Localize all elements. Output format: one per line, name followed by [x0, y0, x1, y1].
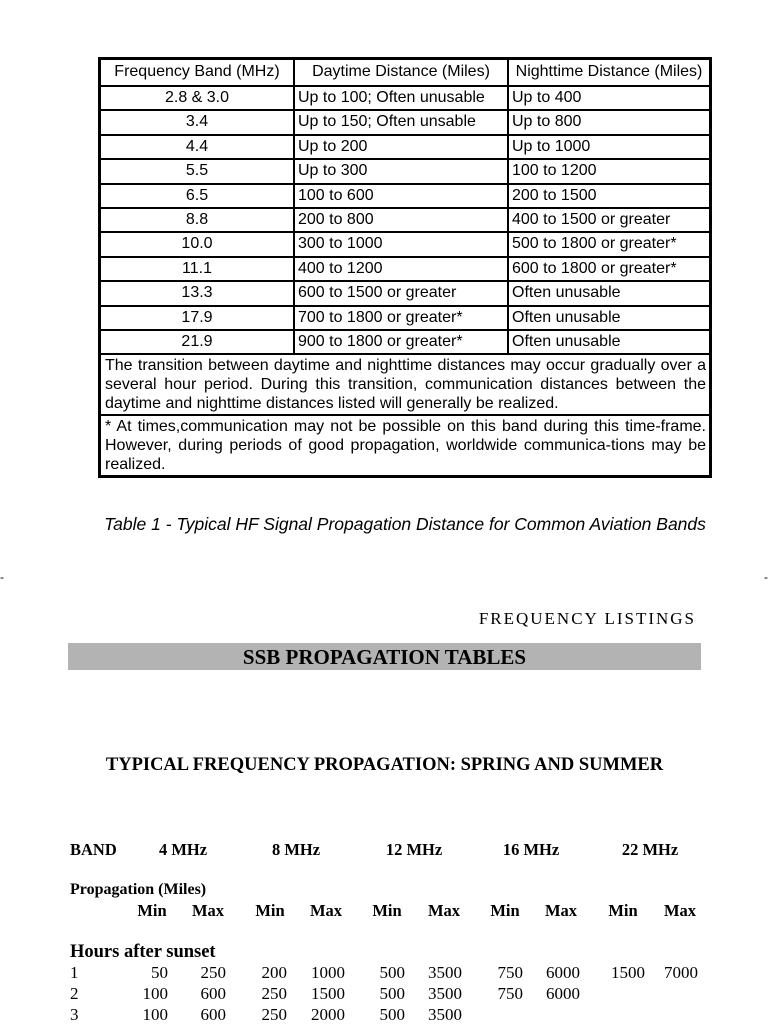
nighttime-distance-cell: 500 to 1800 or greater* — [508, 232, 711, 256]
page-margin-mark: - — [0, 570, 4, 584]
hours-after-sunset-label: Hours after sunset — [70, 942, 216, 962]
table-caption: Table 1 - Typical HF Signal Propagation Distance for Common Aviation Bands — [104, 514, 706, 534]
daytime-distance-cell: Up to 200 — [294, 135, 508, 159]
band-header: 12 MHz — [385, 840, 443, 859]
nighttime-distance-cell: Often unusable — [508, 306, 711, 330]
daytime-distance-cell: Up to 300 — [294, 159, 508, 183]
daytime-distance-cell: 700 to 1800 or greater* — [294, 306, 508, 330]
nighttime-distance-cell: 200 to 1500 — [508, 184, 711, 208]
band-header: 8 MHz — [271, 840, 321, 859]
table-row — [100, 159, 711, 183]
max-value-cell: 6000 — [546, 963, 580, 982]
nighttime-distance-cell: 400 to 1500 or greater — [508, 208, 711, 232]
max-header: Max — [427, 901, 461, 920]
max-header: Max — [191, 901, 225, 920]
header-daytime-distance: Daytime Distance (Miles) — [294, 59, 508, 87]
table-row — [100, 306, 711, 330]
nighttime-distance-cell: Up to 800 — [508, 110, 711, 134]
min-value-cell: 1500 — [611, 963, 645, 982]
daytime-distance-cell: 900 to 1800 or greater* — [294, 330, 508, 354]
min-header: Min — [255, 901, 285, 920]
min-header: Min — [372, 901, 402, 920]
frequency-band-cell: 10.0 — [100, 232, 295, 256]
table-row — [100, 86, 711, 110]
min-value-cell: 250 — [261, 984, 287, 1003]
max-value-cell: 6000 — [546, 984, 580, 1003]
frequency-band-cell: 3.4 — [100, 110, 295, 134]
table-note-row — [100, 354, 711, 415]
propagation-distance-table — [98, 57, 712, 478]
min-value-cell: 500 — [379, 963, 405, 982]
daytime-distance-cell: Up to 100; Often unusable — [294, 86, 508, 110]
section-subtitle: TYPICAL FREQUENCY PROPAGATION: SPRING AND SUMMER — [105, 755, 664, 775]
max-value-cell: 3500 — [428, 1005, 462, 1024]
frequency-band-cell: 11.1 — [100, 257, 295, 281]
frequency-band-cell: 17.9 — [100, 306, 295, 330]
min-header: Min — [608, 901, 638, 920]
table-row — [100, 281, 711, 305]
daytime-distance-cell: 300 to 1000 — [294, 232, 508, 256]
min-value-cell: 100 — [142, 1005, 168, 1024]
band-label: BAND — [70, 840, 117, 859]
max-value-cell: 3500 — [428, 963, 462, 982]
table-row — [100, 208, 711, 232]
daytime-distance-cell: 400 to 1200 — [294, 257, 508, 281]
nighttime-distance-cell: Often unusable — [508, 330, 711, 354]
daytime-distance-cell: 100 to 600 — [294, 184, 508, 208]
frequency-band-cell: 5.5 — [100, 159, 295, 183]
nighttime-distance-cell: Often unusable — [508, 281, 711, 305]
band-header: 22 MHz — [621, 840, 679, 859]
hour-label: 1 — [70, 963, 79, 982]
daytime-distance-cell: 200 to 800 — [294, 208, 508, 232]
min-value-cell: 250 — [261, 1005, 287, 1024]
max-header: Max — [663, 901, 697, 920]
max-header: Max — [309, 901, 343, 920]
min-header: Min — [137, 901, 167, 920]
nighttime-distance-cell: Up to 1000 — [508, 135, 711, 159]
page-margin-mark: - — [764, 570, 768, 584]
header-nighttime-distance: Nighttime Distance (Miles) — [508, 59, 711, 87]
nighttime-distance-cell: 600 to 1800 or greater* — [508, 257, 711, 281]
table-row — [100, 110, 711, 134]
table-row — [100, 232, 711, 256]
min-value-cell: 750 — [497, 963, 523, 982]
frequency-band-cell: 8.8 — [100, 208, 295, 232]
transition-note: The transition between daytime and nighttime distances may occur gradually over a several hour period. During this transition, communication distances between the daytime and nighttime distances listed will generally be realized. — [100, 354, 711, 415]
table-row — [100, 257, 711, 281]
asterisk-note: * At times,communication may not be possible on this band during this time-frame. However, during periods of good propagation, worldwide communica-tions may be realized. — [100, 415, 711, 477]
header-frequency-band: Frequency Band (MHz) — [100, 59, 295, 87]
band-header: 4 MHz — [158, 840, 208, 859]
table-note-row — [100, 415, 711, 477]
max-header: Max — [544, 901, 578, 920]
frequency-band-cell: 2.8 & 3.0 — [100, 86, 295, 110]
min-value-cell: 100 — [142, 984, 168, 1003]
min-value-cell: 750 — [497, 984, 523, 1003]
min-header: Min — [490, 901, 520, 920]
max-value-cell: 3500 — [428, 984, 462, 1003]
propagation-label: Propagation (Miles) — [70, 881, 207, 898]
table-row — [100, 135, 711, 159]
min-value-cell: 500 — [379, 1005, 405, 1024]
band-header: 16 MHz — [502, 840, 560, 859]
table-header-row — [100, 59, 711, 87]
max-value-cell: 7000 — [664, 963, 698, 982]
hour-label: 2 — [70, 984, 79, 1003]
daytime-distance-cell: Up to 150; Often unsable — [294, 110, 508, 134]
max-value-cell: 600 — [200, 984, 226, 1003]
daytime-distance-cell: 600 to 1500 or greater — [294, 281, 508, 305]
min-value-cell: 50 — [151, 963, 168, 982]
min-value-cell: 500 — [379, 984, 405, 1003]
nighttime-distance-cell: 100 to 1200 — [508, 159, 711, 183]
running-head: FREQUENCY LISTINGS — [478, 609, 696, 628]
table-row — [100, 330, 711, 354]
max-value-cell: 600 — [200, 1005, 226, 1024]
hour-label: 3 — [70, 1005, 79, 1024]
frequency-band-cell: 6.5 — [100, 184, 295, 208]
max-value-cell: 2000 — [311, 1005, 345, 1024]
min-value-cell: 200 — [261, 963, 287, 982]
table-row — [100, 184, 711, 208]
frequency-band-cell: 21.9 — [100, 330, 295, 354]
max-value-cell: 1000 — [311, 963, 345, 982]
max-value-cell: 1500 — [311, 984, 345, 1003]
frequency-band-cell: 4.4 — [100, 135, 295, 159]
frequency-band-cell: 13.3 — [100, 281, 295, 305]
section-title: SSB PROPAGATION TABLES — [68, 643, 701, 670]
nighttime-distance-cell: Up to 400 — [508, 86, 711, 110]
max-value-cell: 250 — [200, 963, 226, 982]
